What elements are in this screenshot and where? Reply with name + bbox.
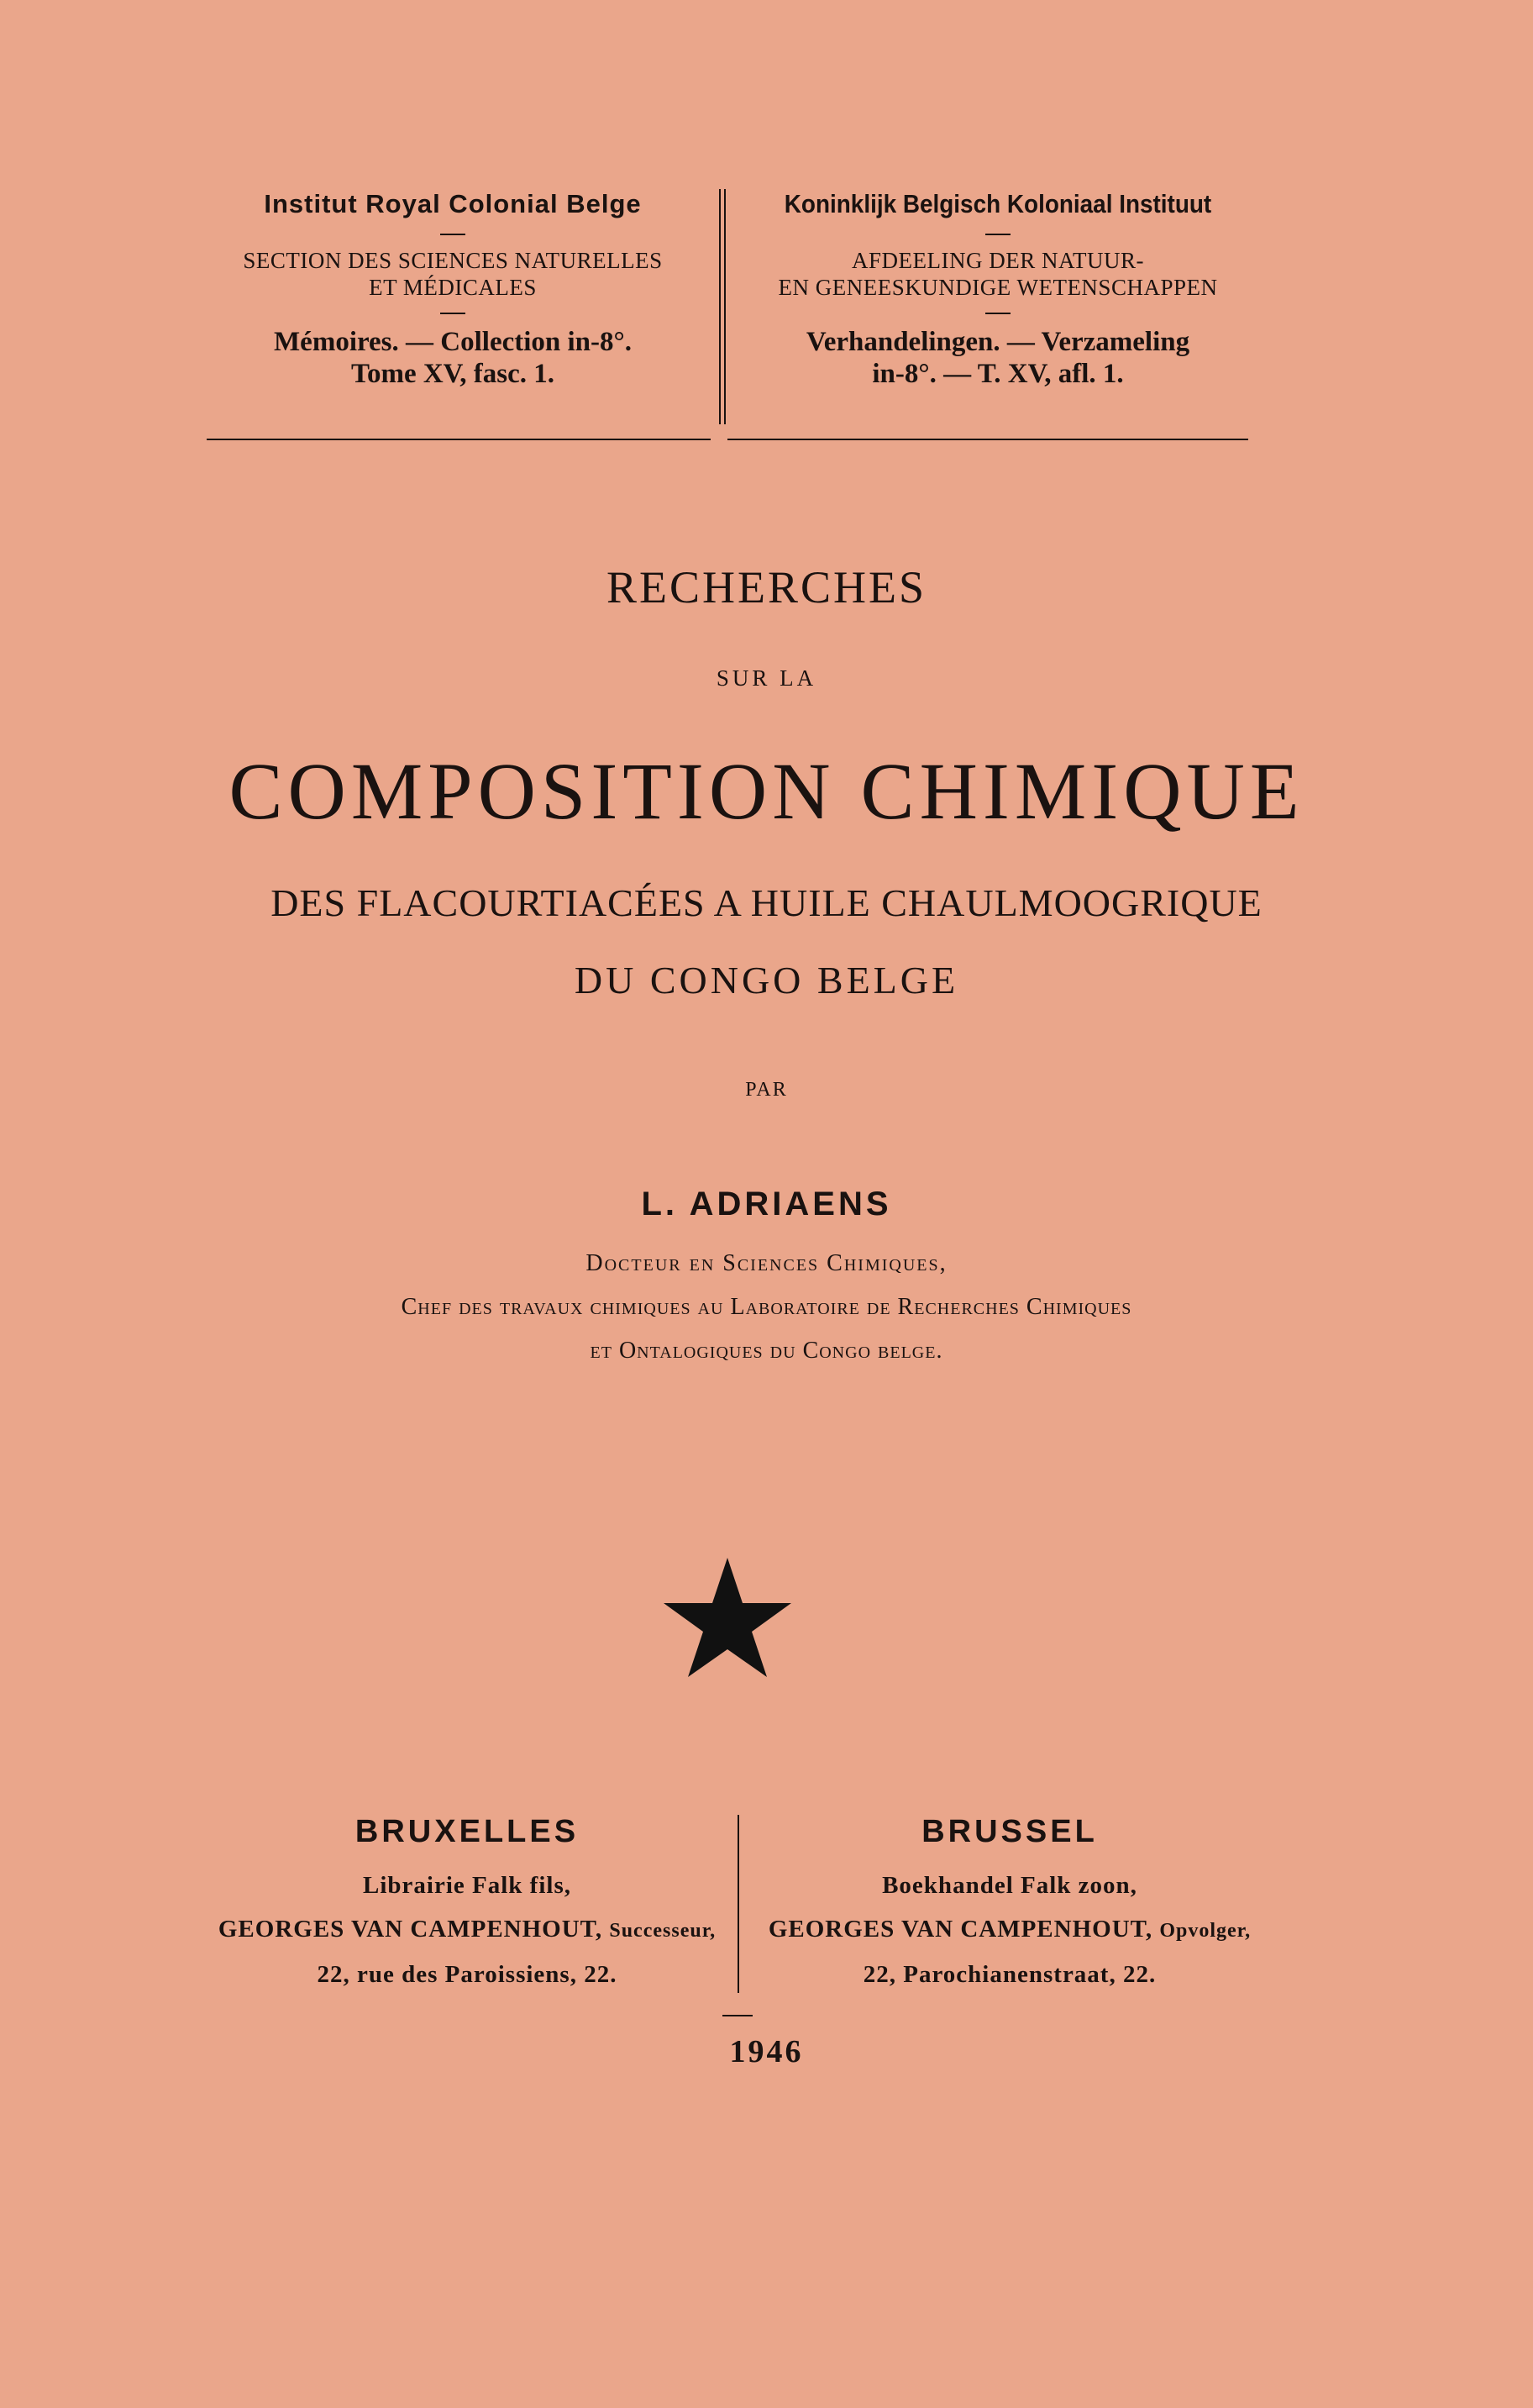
author-name: L. ADRIAENS <box>641 1186 892 1222</box>
publisher-shop-fr: Librairie Falk fils, <box>363 1872 571 1899</box>
author-par: PAR <box>745 1079 788 1101</box>
publisher-owner-fr: GEORGES VAN CAMPENHOUT, <box>218 1916 603 1943</box>
institute-name-fr: Institut Royal Colonial Belge <box>264 189 642 218</box>
title-recherches: RECHERCHES <box>606 562 927 613</box>
year-dash <box>722 2015 753 2016</box>
title-main: COMPOSITION CHIMIQUE <box>228 746 1305 836</box>
publisher-address-nl: 22, Parochianenstraat, 22. <box>863 1961 1157 1988</box>
publisher-owner-nl: GEORGES VAN CAMPENHOUT, <box>768 1916 1153 1943</box>
institute-name-nl: Koninklijk Belgisch Koloniaal Instituut <box>784 189 1212 218</box>
author-credential-line3: et Ontalogiques du Congo belge. <box>590 1338 943 1364</box>
publisher-divider <box>738 1815 739 1993</box>
header-rule-right <box>727 439 1248 440</box>
publisher-owner-role-fr: Successeur, <box>609 1920 717 1942</box>
publisher-owner-role-nl: Opvolger, <box>1159 1920 1252 1942</box>
author-credential-line1: Docteur en Sciences Chimiques, <box>585 1250 948 1276</box>
publisher-right <box>749 1813 1270 1996</box>
dash-divider <box>985 313 1011 314</box>
star-icon <box>660 1554 795 1680</box>
memoires-line1: Mémoires. — Collection in-8°. <box>274 327 632 357</box>
author-credential-line2: Chef des travaux chimiques au Laboratoire de Recherches Chimiques <box>401 1294 1132 1320</box>
title-sur-la: SUR LA <box>716 665 817 691</box>
section-name-fr-line2: ET MÉDICALES <box>369 275 537 300</box>
publisher-city-nl: BRUSSEL <box>921 1814 1098 1849</box>
section-name-nl-line2: EN GENEESKUNDIGE WETENSCHAPPEN <box>778 275 1218 300</box>
subtitle-line1: DES FLACOURTIACÉES A HUILE CHAULMOOGRIQUE <box>270 881 1263 924</box>
publisher-address-fr: 22, rue des Paroissiens, 22. <box>317 1961 617 1988</box>
section-name-fr-line1: SECTION DES SCIENCES NATURELLES <box>243 248 663 273</box>
publisher-owner-nl-line <box>749 1907 1270 1953</box>
verhandelingen-line1: Verhandelingen. — Verzameling <box>806 327 1190 357</box>
dash-divider <box>440 313 465 314</box>
verhandelingen-line2: in-8°. — T. XV, afl. 1. <box>872 359 1124 389</box>
dash-divider <box>440 234 465 235</box>
publisher-owner-fr-line <box>202 1907 732 1953</box>
publisher-shop-nl: Boekhandel Falk zoon, <box>882 1872 1137 1899</box>
header-rule-left <box>207 439 711 440</box>
publisher-left <box>202 1813 732 1996</box>
memoires-line2: Tome XV, fasc. 1. <box>350 359 554 389</box>
header-double-divider <box>719 189 726 424</box>
publication-year: 1946 <box>729 2034 804 2069</box>
header-right <box>738 187 1258 390</box>
section-name-nl-line1: AFDEELING DER NATUUR- <box>852 248 1144 273</box>
subtitle-line2: DU CONGO BELGE <box>574 959 959 1002</box>
header-left <box>198 187 707 390</box>
dash-divider <box>985 234 1011 235</box>
publisher-city-fr: BRUXELLES <box>354 1814 580 1849</box>
